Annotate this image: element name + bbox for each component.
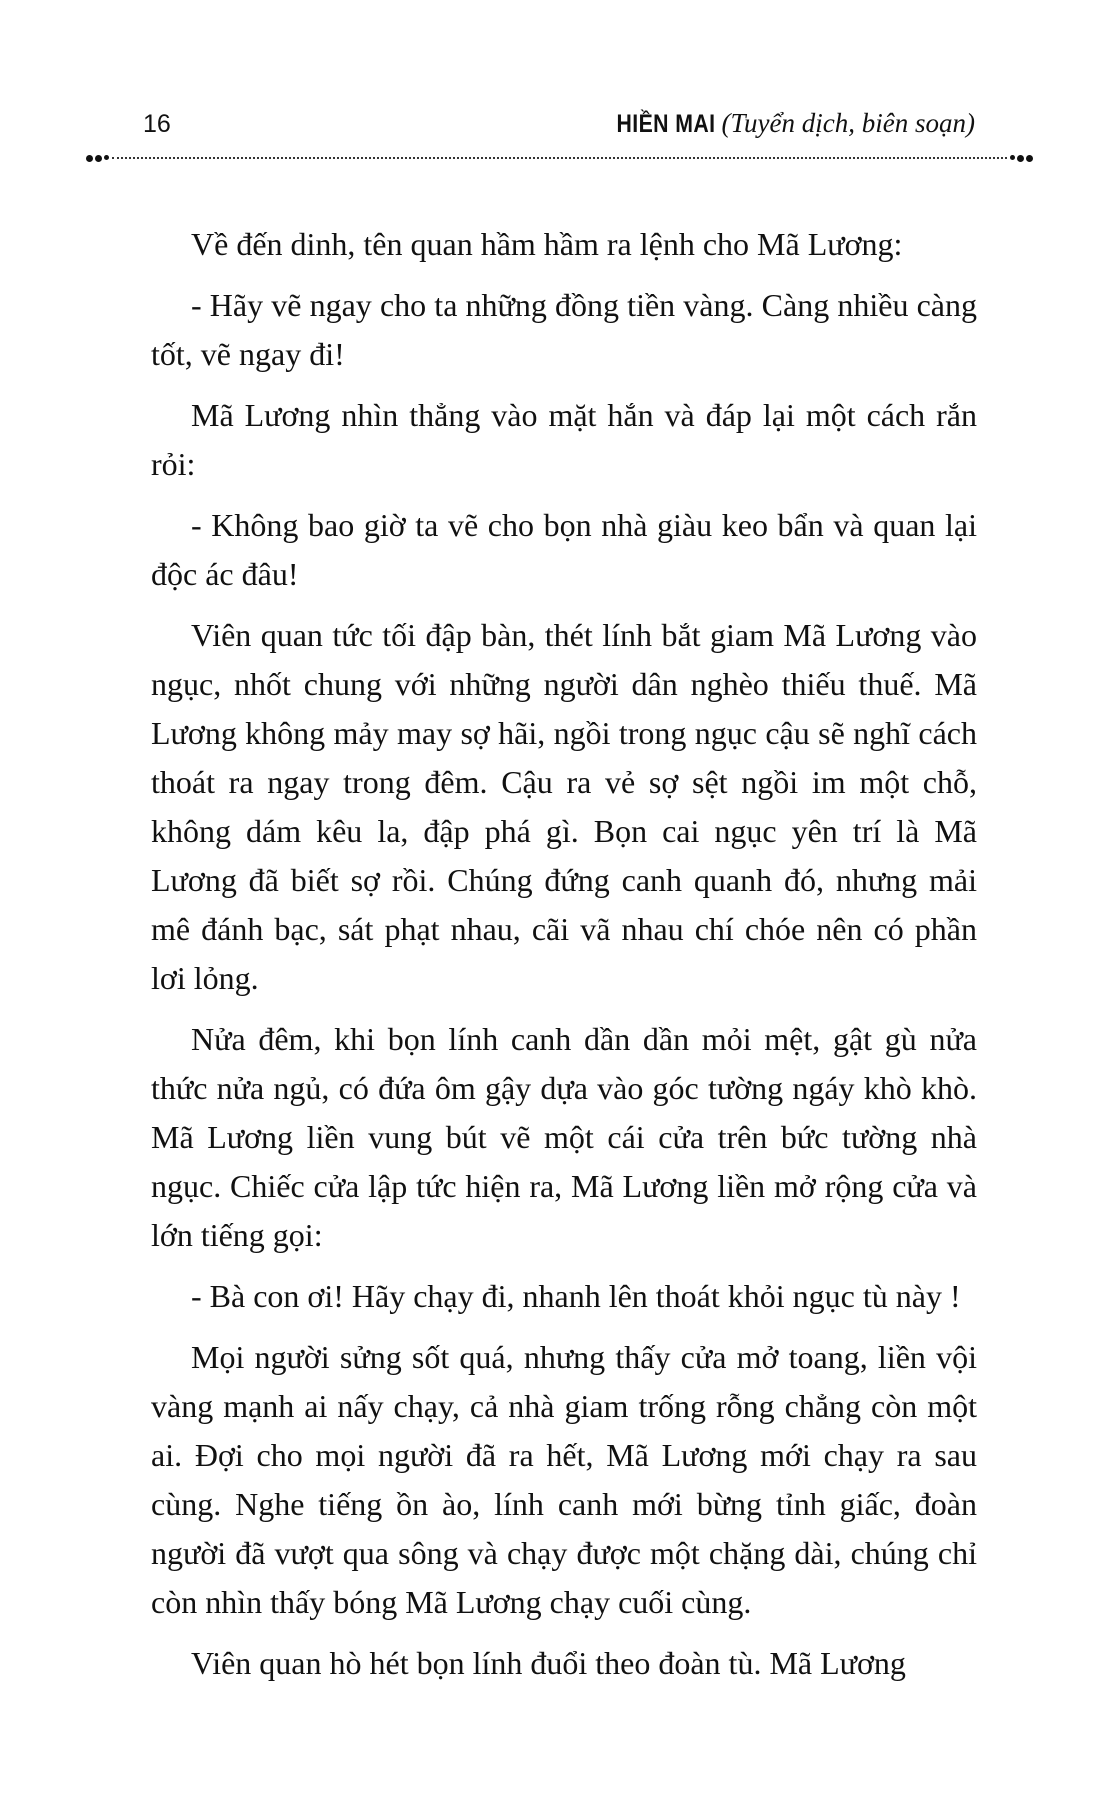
paragraph: - Không bao giờ ta vẽ cho bọn nhà giàu keo bẩn và quan lại độc ác đâu! [151,507,977,592]
running-head [599,108,975,139]
bullet-dots-right-icon [1010,155,1033,162]
book-subtitle: (Tuyển dịch, biên soạn) [721,108,975,138]
page-header [143,104,975,140]
paragraph: Về đến dinh, tên quan hầm hầm ra lệnh cho Mã Lương: [191,226,903,262]
paragraph: Nửa đêm, khi bọn lính canh dần dần mỏi mệt, gật gù nửa thức nửa ngủ, có đứa ôm gậy dựa vào góc tường ngáy khò khò. Mã Lương liền vung bút vẽ một cái cửa trên bức tường nhà ngục. Chiếc cửa lập tức hiện ra, Mã Lương liền mở rộng cửa và lớn tiếng gọi: [151,1021,977,1253]
paragraph: Mã Lương nhìn thẳng vào mặt hắn và đáp lại một cách rắn rỏi: [151,397,977,482]
paragraph: - Hãy vẽ ngay cho ta những đồng tiền vàng. Càng nhiều càng tốt, vẽ ngay đi! [151,287,977,372]
dotted-line [112,157,1007,159]
paragraph: Viên quan tức tối đập bàn, thét lính bắt giam Mã Lương vào ngục, nhốt chung với những người dân nghèo thiếu thuế. Mã Lương không mảy may sợ hãi, ngồi trong ngục cậu sẽ nghĩ cách thoát ra ngay trong đêm. Cậu ra vẻ sợ sệt ngồi im một chỗ, không dám kêu la, đập phá gì. Bọn cai ngục yên trí là Mã Lương đã biết sợ rồi. Chúng đứng canh quanh đó, nhưng mải mê đánh bạc, sát phạt nhau, cãi vã nhau chí chóe nên có phần lơi lỏng. [151,617,977,996]
bullet-dots-left-icon [86,155,109,162]
page-number: 16 [143,110,171,138]
author-name: HIỀN MAI [616,110,716,138]
paragraph: - Bà con ơi! Hãy chạy đi, nhanh lên thoát khỏi ngục tù này ! [191,1278,961,1314]
paragraph: Viên quan hò hét bọn lính đuổi theo đoàn tù. Mã Lương [191,1645,906,1681]
paragraph: Mọi người sửng sốt quá, nhưng thấy cửa mở toang, liền vội vàng mạnh ai nấy chạy, cả nhà giam trống rỗng chẳng còn một ai. Đợi cho mọi người đã ra hết, Mã Lương mới chạy ra sau cùng. Nghe tiếng ồn ào, lính canh mới bừng tỉnh giấc, đoàn người đã vượt qua sông và chạy được một chặng dài, chúng chỉ còn nhìn thấy bóng Mã Lương chạy cuối cùng. [151,1339,977,1620]
header-dotted-rule [86,152,1033,164]
body-text [151,220,977,1700]
